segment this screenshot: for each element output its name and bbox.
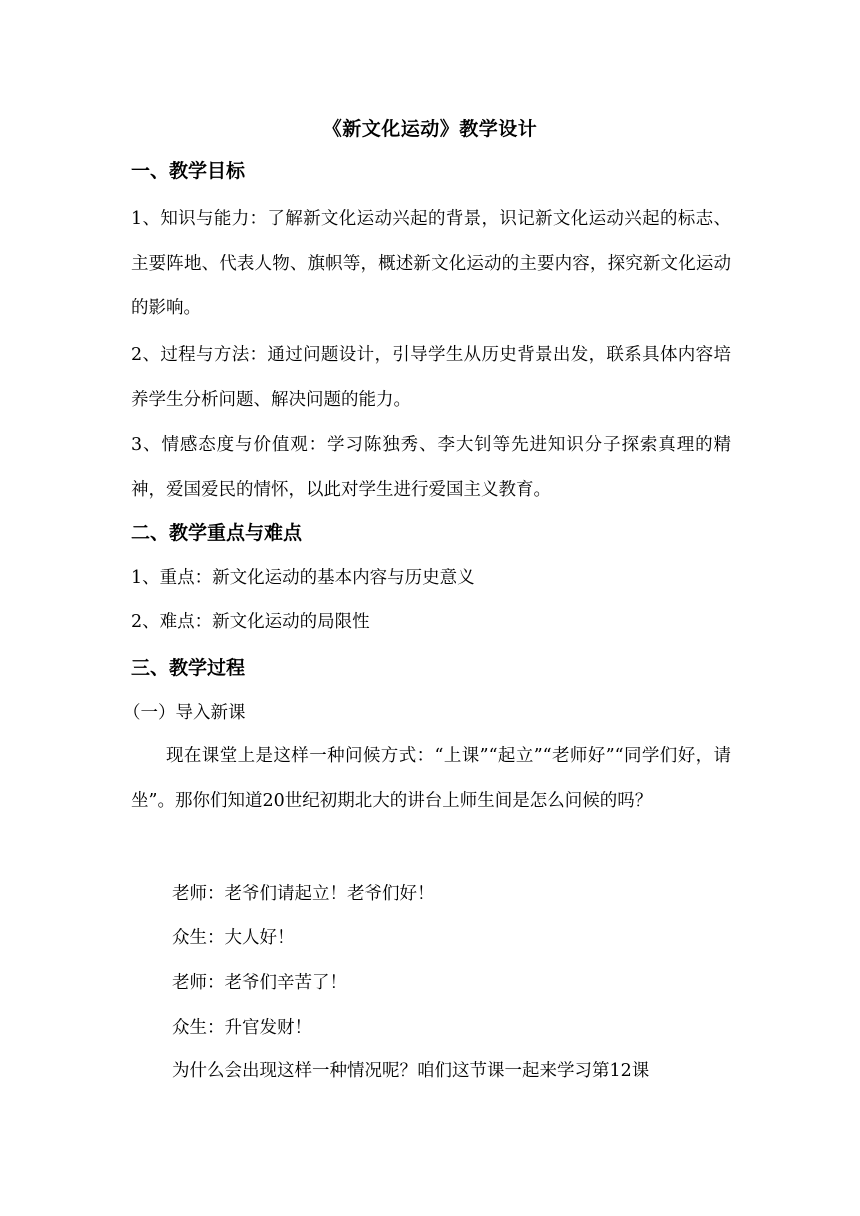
objective-process: 2、过程与方法：通过问题设计，引导学生从历史背景出发，联系具体内容培养学生分析问题、解决问题的能力。 xyxy=(131,345,731,410)
section-heading-process: 三、教学过程 xyxy=(131,657,246,679)
closing-paragraph: 为什么会出现这样一种情况呢？咱们这节课一起来学习第12课 xyxy=(172,1061,650,1081)
intro-paragraph: 现在课堂上是这样一种问候方式：“上课”“起立”“老师好”“同学们好，请坐”。那你们知道20世纪初期北大的讲台上师生间是怎么问候的吗？ xyxy=(131,746,731,811)
dialog-line: 老师：老爷们辛苦了！ xyxy=(172,973,347,993)
key-point: 1、重点：新文化运动的基本内容与历史意义 xyxy=(131,568,475,588)
document-title: 《新文化运动》教学设计 xyxy=(322,118,538,140)
dialog-line: 众生：升官发财！ xyxy=(172,1018,312,1038)
objective-values: 3、情感态度与价值观：学习陈独秀、李大钊等先进知识分子探索真理的精神，爱国爱民的情怀，以此对学生进行爱国主义教育。 xyxy=(131,435,731,500)
difficult-point: 2、难点：新文化运动的局限性 xyxy=(131,612,370,632)
objective-knowledge: 1、知识与能力：了解新文化运动兴起的背景，识记新文化运动兴起的标志、主要阵地、代表人物、旗帜等，概述新文化运动的主要内容，探究新文化运动的影响。 xyxy=(131,209,731,318)
section-heading-key-points: 二、教学重点与难点 xyxy=(131,522,303,544)
dialog-line: 老师：老爷们请起立！老爷们好！ xyxy=(172,884,435,904)
section-heading-objectives: 一、教学目标 xyxy=(131,160,246,182)
dialog-line: 众生：大人好！ xyxy=(172,928,295,948)
subheading-introduction: （一）导入新课 xyxy=(123,703,246,723)
